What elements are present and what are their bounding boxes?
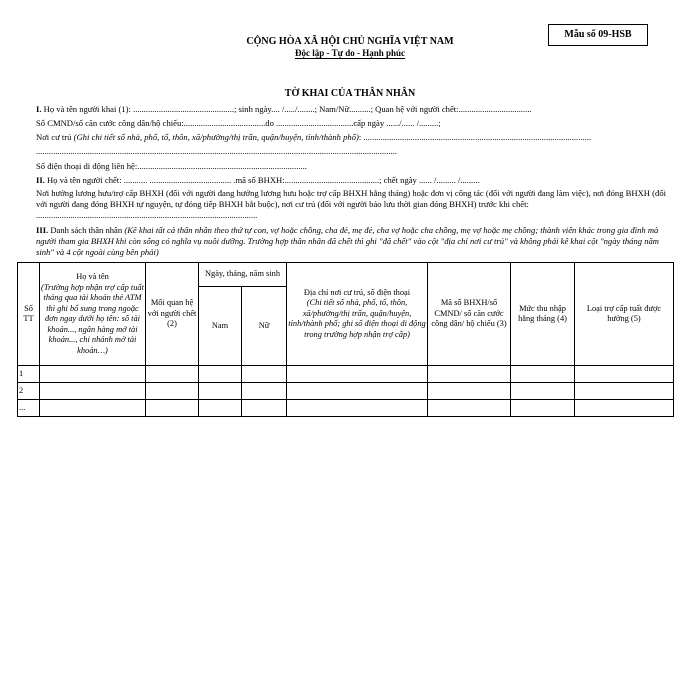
section-2-number: II. (36, 175, 45, 185)
col-address-title: Địa chỉ nơi cư trú, số điện thoại (303, 287, 411, 297)
row-number: 1 (18, 366, 40, 383)
table-cell[interactable] (199, 400, 242, 417)
residence-continuation-line: ........................................................................................................................................................................ (36, 146, 397, 156)
section-3-title: Danh sách thân nhân (48, 225, 125, 235)
table-cell[interactable] (575, 400, 674, 417)
nation-heading: CỘNG HÒA XÃ HỘI CHỦ NGHĨA VIỆT NAM (246, 36, 454, 47)
col-dob-header: Ngày, tháng, năm sinh (199, 263, 287, 287)
residence-dots: : .......................................................................................................... (358, 132, 592, 142)
declarant-text: Họ và tên người khai (1): ...............................................; sinh ngày.... /...../........; Nam/Nữ..........; Quan hệ với người chết:.................................. (41, 104, 532, 114)
declarant-line (36, 104, 532, 115)
table-cell[interactable] (40, 366, 146, 383)
table-cell[interactable] (242, 400, 287, 417)
table-cell[interactable] (575, 383, 674, 400)
col-type-header: Loại trợ cấp tuất được hưởng (5) (575, 263, 674, 366)
table-cell[interactable] (428, 400, 511, 417)
col-relation-header: Mối quan hệ với người chết (2) (146, 263, 199, 366)
col-male-header: Nam (199, 287, 242, 366)
table-cell[interactable] (511, 400, 575, 417)
section-3-number: III. (36, 225, 49, 235)
table-cell[interactable] (40, 383, 146, 400)
table-cell[interactable] (575, 366, 674, 383)
row-number: ... (18, 400, 40, 417)
table-cell[interactable] (511, 366, 575, 383)
deceased-line (36, 175, 480, 186)
table-cell[interactable] (242, 383, 287, 400)
table-row (18, 366, 674, 383)
motto-text: Độc lập - Tự do - Hạnh phúc (294, 48, 405, 58)
col-income-header: Mức thu nhập hằng tháng (4) (511, 263, 575, 366)
col-name-note: (Trường hợp nhận trợ cấp tuất tháng qua tài khoản thẻ ATM thì ghi bổ sung trong ngoặc đơn ngay dưới họ tên: số tài khoản..., ngân hàng mở tài khoản..., chi nhánh mở tài khoản…) (41, 282, 144, 355)
table-cell[interactable] (146, 383, 199, 400)
col-name-title: Họ và tên (76, 272, 109, 281)
residence-note: (Ghi chi tiết số nhà, phố, tổ, thôn, xã/phường/thị trấn, quận/huyện, tỉnh/thành phố) (73, 132, 359, 142)
table-row (18, 400, 674, 417)
col-address-header (287, 263, 428, 366)
table-cell[interactable] (428, 383, 511, 400)
col-id-header: Mã số BHXH/số CMND/ số căn cước công dân/ hộ chiếu (3) (428, 263, 511, 366)
table-cell[interactable] (287, 366, 428, 383)
deceased-workplace-paragraph: Nơi hưởng lương hưu/trợ cấp BHXH (đối với người đang hưởng lương hưu hoặc trợ cấp BHXH hằng tháng) hoặc đơn vị công tác (đối với người đang làm việc), nơi đóng BHXH (đối với người đang đóng BHXH tự nguyện, tự đóng tiếp BHXH bắt buộc), nơi cư trú (đối với người bảo lưu thời gian đóng BHXH) trước khi chết: ....................................................................................................... (36, 188, 667, 220)
section-3-note: (Kê khai tất cả thân nhân theo thứ tự con, vợ hoặc chồng, cha đẻ, mẹ đẻ, cha vợ hoặc cha chồng, mẹ vợ hoặc mẹ chồng; thành viên khác trong gia đình mà người tham gia BHXH khi còn sống có nghĩa vụ nuôi dưỡng. Trường hợp thân nhân đã chết thì ghi "đã chết" vào cột "địa chỉ nơi cư trú" và không phải kê khai cột "ngày tháng năm sinh" và 4 cột ngoài cùng bên phải) (36, 225, 660, 257)
motto (0, 48, 700, 58)
table-cell[interactable] (511, 383, 575, 400)
relatives-list-heading (36, 225, 666, 258)
table-cell[interactable] (242, 366, 287, 383)
table-cell[interactable] (287, 383, 428, 400)
form-number-box: Mẫu số 09-HSB (548, 24, 648, 46)
table-row (18, 383, 674, 400)
row-number: 2 (18, 383, 40, 400)
table-cell[interactable] (146, 366, 199, 383)
residence-label: Nơi cư trú (36, 132, 74, 142)
col-female-header: Nữ (242, 287, 287, 366)
col-stt-header: Số TT (18, 263, 40, 366)
section-1-number: I. (36, 104, 42, 114)
phone-line: Số điện thoại di động liên hệ:............................................................................... (36, 161, 307, 171)
table-cell[interactable] (428, 366, 511, 383)
table-cell[interactable] (146, 400, 199, 417)
col-address-note: (Chi tiết số nhà, phố, tổ, thôn, xã/phường/thị trấn, quận/huyện, tỉnh/thành phố; ghi số điện thoại di động trong trường hợp nhận trợ cấp) (288, 298, 426, 339)
declarant-residence-line (36, 132, 591, 143)
table-cell[interactable] (199, 383, 242, 400)
table-cell[interactable] (40, 400, 146, 417)
col-name-header (40, 263, 146, 366)
deceased-text: Họ và tên người chết: ........... ...................................... .mã số BHXH:............................................; chết ngày ...... /......... /......... (44, 175, 480, 185)
declarant-id-line: Số CMND/số căn cước công dân/hộ chiếu:......................................do ....................................cấp ngày ....../...... /.........; (36, 118, 441, 128)
table-cell[interactable] (287, 400, 428, 417)
form-title: TỜ KHAI CỦA THÂN NHÂN (284, 88, 416, 99)
relatives-table (17, 262, 674, 417)
table-cell[interactable] (199, 366, 242, 383)
